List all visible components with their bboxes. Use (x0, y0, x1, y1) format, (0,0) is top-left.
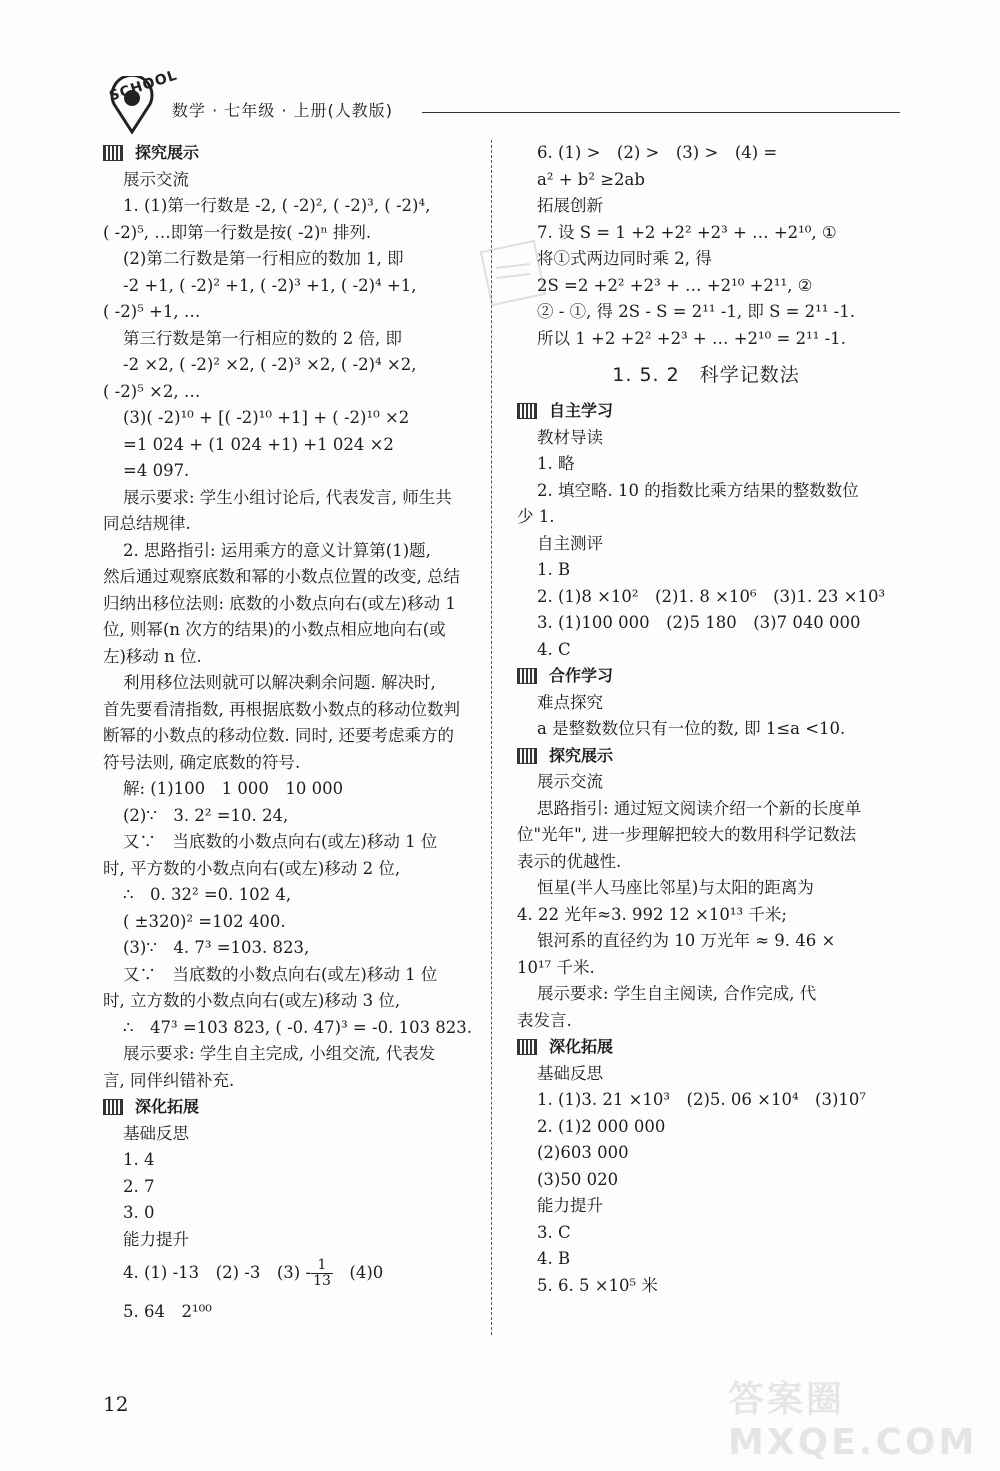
stamp-icon (478, 238, 548, 308)
answer-line: 1. B (537, 560, 571, 579)
section-heading: 深化拓展 (103, 1094, 486, 1121)
section-heading: 合作学习 (517, 663, 895, 690)
section-bars-icon (517, 1039, 537, 1055)
answer-line: 4. C (537, 639, 571, 659)
answer-line: 1. 略 (537, 454, 575, 473)
text-line: 时, 立方数的小数点向右(或左)移动 3 位, (103, 991, 401, 1010)
text-line: a 是整数数位只有一位的数, 即 1≤a <10. (537, 719, 846, 738)
text-line: 言, 同伴纠错补充. (103, 1070, 235, 1090)
text-line: ∴ 47³ =103 823, ( -0. 47)³ = -0. 103 823. (123, 1017, 473, 1037)
text-line: 展示要求: 学生自主阅读, 合作完成, 代 (537, 984, 817, 1003)
header-title: 数学 · 七年级 · 上册(人教版) (172, 101, 394, 120)
text-line: 首先要看清指数, 再根据底数小数点的移动位数判 (103, 699, 460, 719)
text-line: (3)( -2)¹⁰ + [( -2)¹⁰ +1] + ( -2)¹⁰ ×2 (123, 408, 410, 427)
text-line: 表发言. (517, 1010, 572, 1030)
subsection-title: 1. 5. 2 科学记数法 (612, 364, 800, 386)
text-line: (2)第二行数是第一行相应的数加 1, 即 (123, 249, 404, 268)
answer-line: 2. (1)8 ×10² (2)1. 8 ×10⁶ (3)1. 23 ×10³ (537, 586, 886, 606)
text-line: a² + b² ≥2ab (537, 169, 645, 189)
text-line: 10¹⁷ 千米. (517, 957, 595, 977)
text-line: 2S =2 +2² +2³ + … +2¹⁰ +2¹¹, ② (537, 275, 813, 295)
text-line: ( -2)⁵ +1, … (103, 302, 201, 321)
text-line: =4 097. (123, 461, 190, 480)
section-heading: 深化拓展 (517, 1034, 895, 1061)
text-line: 又∵ 当底数的小数点向右(或左)移动 1 位 (123, 832, 438, 851)
text-line: ( ±320)² =102 400. (123, 911, 286, 931)
text-line: 断幂的小数点的移动位数. 同时, 还要考虑乘方的 (103, 726, 454, 745)
text-line: 4. 22 光年≈3. 992 12 ×10¹³ 千米; (517, 904, 787, 924)
answer-line: (2)603 000 (537, 1143, 629, 1162)
text-line: 7. 设 S = 1 +2 +2² +2³ + … +2¹⁰, ① (537, 222, 837, 242)
answer-line: 5. 6. 5 ×10⁵ 米 (537, 1275, 658, 1295)
text-line: 2. 填空略. 10 的指数比乘方结果的整数数位 (537, 480, 859, 500)
subheading: 拓展创新 (537, 196, 603, 215)
answer-line: 1. 4 (123, 1150, 155, 1169)
watermark-text: 答案圈 MXQE.COM (728, 1379, 978, 1463)
text-line: =1 024 + (1 024 +1) +1 024 ×2 (123, 434, 394, 454)
text-line: 展示要求: 学生自主完成, 小组交流, 代表发 (123, 1044, 436, 1063)
section-bars-icon (103, 145, 123, 161)
answer-line: 4. B (537, 1249, 571, 1268)
subheading: 能力提升 (123, 1229, 189, 1249)
text-line: 同总结规律. (103, 514, 191, 533)
section-heading: 探究展示 (517, 743, 895, 770)
section-bars-icon (103, 1099, 123, 1115)
subheading: 自主测评 (537, 533, 603, 553)
section-heading: 自主学习 (517, 398, 895, 425)
answer-line: 3. 0 (123, 1203, 155, 1222)
answer-line: 3. (1)100 000 (2)5 180 (3)7 040 000 (537, 613, 861, 632)
answer-line: 5. 64 2¹⁰⁰ (123, 1302, 212, 1321)
text-line: 解: (1)100 1 000 10 000 (123, 779, 344, 798)
subheading: 难点探究 (537, 692, 603, 712)
text-line: (3)∵ 4. 7³ =103. 823, (123, 938, 310, 957)
text-line: 利用移位法则就可以解决剩余问题. 解决时, (123, 673, 436, 692)
header-rule (422, 112, 900, 113)
section-bars-icon (517, 748, 537, 764)
subheading: 能力提升 (537, 1196, 603, 1215)
subheading: 教材导读 (537, 427, 603, 447)
text-line: 第三行数是第一行相应的数的 2 倍, 即 (123, 328, 402, 348)
answer-line: (3)50 020 (537, 1169, 619, 1189)
text-line: 展示要求: 学生小组讨论后, 代表发言, 师生共 (123, 487, 452, 507)
section-heading: 探究展示 (103, 140, 486, 167)
text-line: 符号法则, 确定底数的符号. (103, 752, 301, 772)
text-line: 左)移动 n 位. (103, 646, 202, 666)
answer-line: 2. (1)2 000 000 (537, 1116, 666, 1136)
text-line: 又∵ 当底数的小数点向右(或左)移动 1 位 (123, 964, 438, 984)
section-bars-icon (517, 668, 537, 684)
logo-text: SCHOOL (107, 67, 180, 105)
subheading: 基础反思 (123, 1123, 189, 1143)
text-line: 归纳出移位法则: 底数的小数点向右(或左)移动 1 (103, 593, 456, 613)
subheading: 展示交流 (123, 169, 189, 189)
text-line: 1. (1)第一行数是 -2, ( -2)², ( -2)³, ( -2)⁴, (123, 196, 431, 215)
page-header (100, 67, 900, 136)
text-line: -2 ×2, ( -2)² ×2, ( -2)³ ×2, ( -2)⁴ ×2, (123, 355, 417, 374)
text-line: 然后通过观察底数和幂的小数点位置的改变, 总结 (103, 567, 460, 586)
text-line: 银河系的直径约为 10 万光年 ≈ 9. 46 × (537, 931, 836, 950)
right-column (517, 140, 895, 1299)
left-column (103, 140, 486, 1326)
subheading: 展示交流 (537, 772, 603, 791)
column-divider (491, 140, 492, 1335)
text-line: 2. 思路指引: 运用乘方的意义计算第(1)题, (123, 540, 431, 560)
text-line: 时, 平方数的小数点向右(或左)移动 2 位, (103, 858, 401, 878)
text-line: 少 1. (517, 507, 555, 526)
answer-line: 2. 7 (123, 1176, 155, 1196)
text-line: ( -2)⁵, …即第一行数是按( -2)ⁿ 排列. (103, 222, 372, 242)
text-line: 将①式两边同时乘 2, 得 (537, 249, 712, 268)
text-line: 表示的优越性. (517, 851, 622, 871)
text-line: ② - ①, 得 2S - S = 2¹¹ -1, 即 S = 2¹¹ -1. (537, 302, 855, 321)
watermark (728, 1343, 988, 1463)
fraction: $\frac{1}{13}$ (313, 1257, 331, 1289)
text-line: 6. (1) > (2) > (3) > (4) = (537, 143, 778, 162)
answer-line: 3. C (537, 1222, 571, 1242)
text-line: 所以 1 +2 +2² +2³ + … +2¹⁰ = 2¹¹ -1. (537, 328, 846, 348)
answer-line: 1. (1)3. 21 ×10³ (2)5. 06 ×10⁴ (3)10⁷ (537, 1090, 867, 1109)
text-line: 恒星(半人马座比邻星)与太阳的距离为 (537, 878, 814, 897)
text-line: ∴ 0. 32² =0. 102 4, (123, 885, 292, 904)
text-line: -2 +1, ( -2)² +1, ( -2)³ +1, ( -2)⁴ +1, (123, 275, 417, 295)
page-number: 12 (103, 1392, 129, 1416)
section-bars-icon (517, 403, 537, 419)
text-line: (2)∵ 3. 2² =10. 24, (123, 805, 289, 825)
text-line: 位"光年", 进一步理解把较大的数用科学记数法 (517, 825, 857, 844)
text-line: 位, 则幂(n 次方的结果)的小数点相应地向右(或 (103, 620, 446, 639)
text-line: ( -2)⁵ ×2, … (103, 381, 201, 401)
subheading: 基础反思 (537, 1063, 603, 1083)
answer-line: 4. (1) -13 (2) -3 (3) - $\frac{1}{13}$ (4)0 (123, 1257, 384, 1289)
text-line: 思路指引: 通过短文阅读介绍一个新的长度单 (537, 798, 862, 818)
